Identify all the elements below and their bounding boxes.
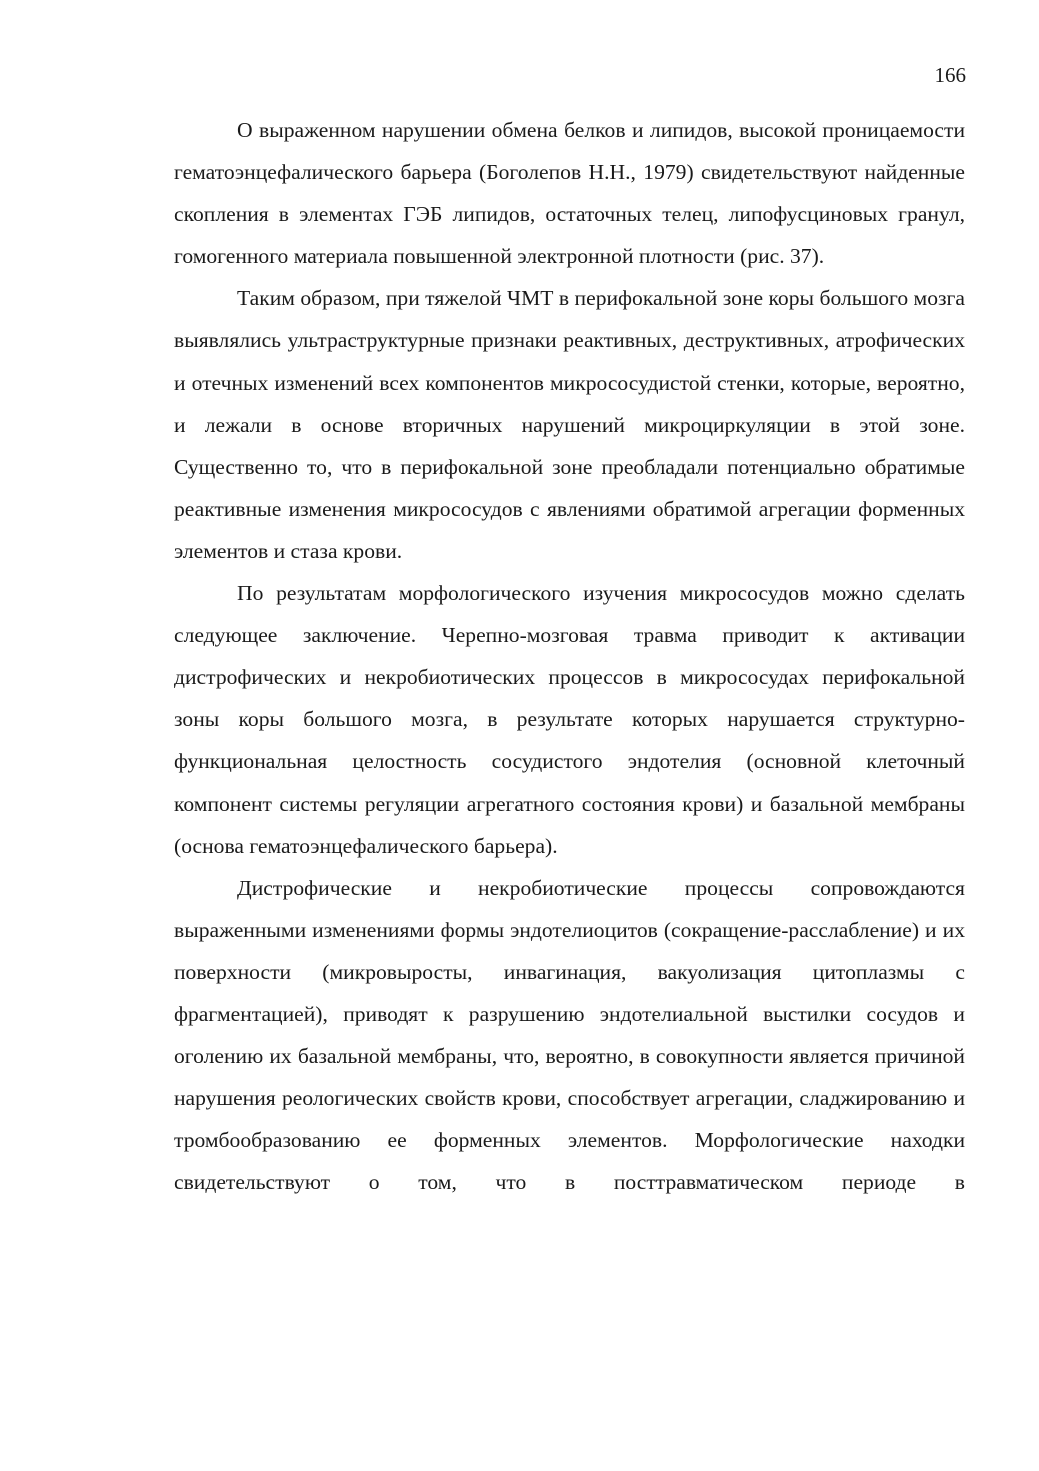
paragraph-3: По результатам морфологического изучения микрососудов можно сделать следующее заключение. Черепно-мозговая травма приводит к активации дистрофических и некробиотических процессов в микрососудах перифокальной зоны коры большого мозга, в результате которых нарушается структурно-функциональная целостность сосудистого эндотелия (основной клеточный компонент системы регуляции агрегатного состояния крови) и базальной мембраны (основа гематоэнцефалического барьера). xyxy=(174,581,965,858)
paragraph-4: Дистрофические и некробиотические процессы сопровождаются выраженными изменениями формы эндотелиоцитов (сокращение-расслабление) и их поверхности (микровыросты, инвагинация, вакуолизация цитоплазмы с фрагментацией), приводят к разрушению эндотелиальной выстилки сосудов и оголению их базальной мембраны, что, вероятно, в совокупности является причиной нарушения реологических свойств крови, способствует агрегации, сладжированию и тромбообразованию ее форменных элементов. Морфологические находки свидетельствуют о том, что в посттравматическом периоде в xyxy=(174,875,965,1195)
paragraph-1: О выраженном нарушении обмена белков и липидов, высокой проницаемости гематоэнцефалического барьера (Боголепов Н.Н., 1979) свидетельствуют найденные скопления в элементах ГЭБ липидов, остаточных телец, липофусциновых гранул, гомогенного материала повышенной электронной плотности (рис. 37). xyxy=(174,118,965,269)
paragraph-2: Таким образом, при тяжелой ЧМТ в перифокальной зоне коры большого мозга выявлялись ультраструктурные признаки реактивных, деструктивных, атрофических и отечных изменений всех компонентов микрососудистой стенки, которые, вероятно, и лежали в основе вторичных нарушений микроциркуляции в этой зоне. Существенно то, что в перифокальной зоне преобладали потенциально обратимые реактивные изменения микрососудов с явлениями обратимой агрегации форменных элементов и стаза крови. xyxy=(174,286,965,563)
body-text xyxy=(174,109,965,1203)
page-number: 166 xyxy=(934,63,966,87)
